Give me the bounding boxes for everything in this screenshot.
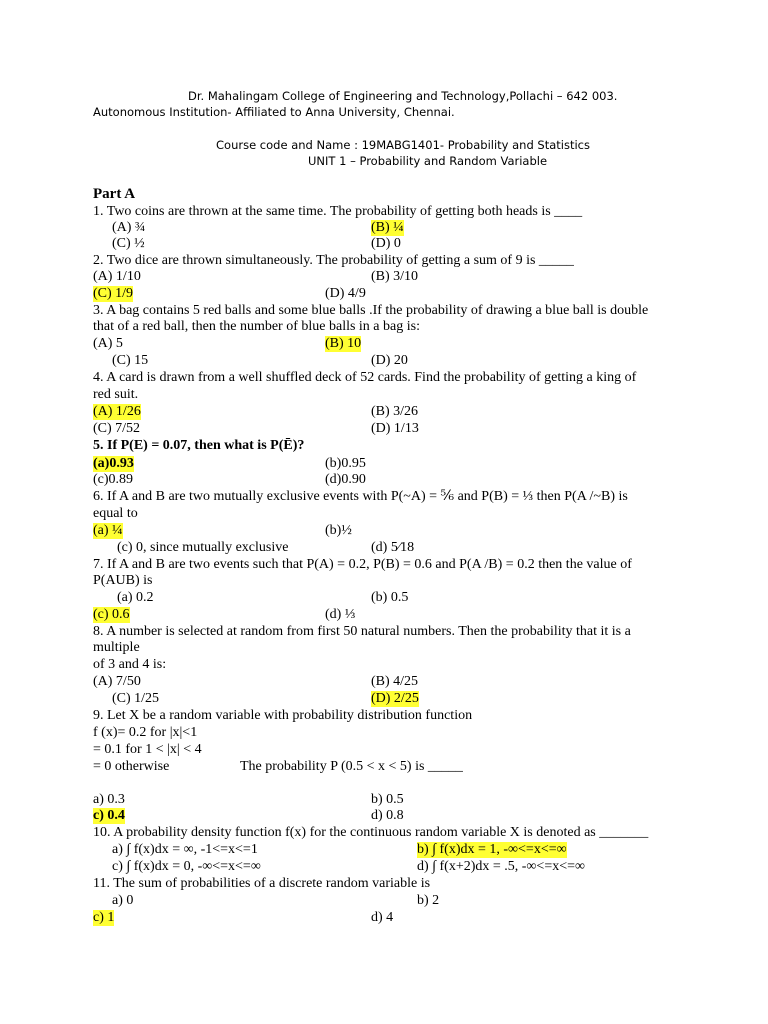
question-9-line2: f (x)= 0.2 for |x|<1 (93, 725, 198, 740)
q7-option-a: (a) 0.2 (117, 590, 154, 605)
q7-option-c-answer: (c) 0.6 (93, 607, 130, 622)
q2-option-d: (D) 4/9 (325, 286, 366, 301)
q1-option-c: (C) ½ (112, 236, 145, 251)
q10-option-a: a) ∫ f(x)dx = ∞, -1<=x<=1 (112, 842, 258, 857)
question-9-prompt: The probability P (0.5 < x < 5) is _____ (240, 759, 463, 774)
q9-option-d: d) 0.8 (371, 808, 404, 823)
q11-option-b: b) 2 (417, 893, 440, 908)
q5-option-c: (c)0.89 (93, 472, 134, 487)
question-8-text-cont2: of 3 and 4 is: (93, 657, 167, 672)
college-name: Dr. Mahalingam College of Engineering and Technology,Pollachi – 642 003. (188, 89, 618, 103)
q11-option-d: d) 4 (371, 910, 394, 925)
question-5-text: 5. If P(E) = 0.07, then what is P(Ē)? (93, 438, 305, 453)
affiliation-line: Autonomous Institution- Affiliated to Anna University, Chennai. (93, 105, 455, 119)
q2-option-a: (A) 1/10 (93, 269, 141, 284)
question-8-text: 8. A number is selected at random from first 50 natural numbers. Then the probability that it is a (93, 624, 631, 639)
q8-option-a: (A) 7/50 (93, 674, 141, 689)
question-9-text: 9. Let X be a random variable with probability distribution function (93, 708, 473, 723)
q8-option-d-answer: (D) 2/25 (371, 691, 419, 706)
question-10-text: 10. A probability density function f(x) for the continuous random variable X is denoted as _______ (93, 825, 649, 840)
question-6-text-cont: equal to (93, 506, 138, 521)
q7-option-d: (d) ⅓ (325, 607, 356, 622)
q1-option-b-answer: (B) ¼ (371, 220, 404, 235)
q8-option-b: (B) 4/25 (371, 674, 419, 689)
q6-option-d: (d) 5⁄18 (371, 540, 415, 555)
question-11-text: 11. The sum of probabilities of a discrete random variable is (93, 876, 431, 891)
question-7-text-cont: P(AUB) is (93, 573, 153, 588)
q1-option-d: (D) 0 (371, 236, 401, 251)
q9-option-c-answer: c) 0.4 (93, 808, 125, 823)
q5-option-d: (d)0.90 (325, 472, 366, 487)
q4-option-a-answer: (A) 1/26 (93, 404, 141, 419)
q9-option-b: b) 0.5 (371, 792, 404, 807)
q7-option-b: (b) 0.5 (371, 590, 409, 605)
q2-option-c-answer: (C) 1/9 (93, 286, 134, 301)
q5-option-b: (b)0.95 (325, 456, 366, 471)
question-3-text: 3. A bag contains 5 red balls and some blue balls .If the probability of drawing a blue ball is double (93, 303, 649, 318)
question-2-text: 2. Two dice are thrown simultaneously. The probability of getting a sum of 9 is _____ (93, 253, 574, 268)
course-line: Course code and Name : 19MABG1401- Probability and Statistics (216, 138, 590, 152)
q11-option-c-answer: c) 1 (93, 910, 115, 925)
q9-option-a: a) 0.3 (93, 792, 125, 807)
q6-option-a-answer: (a) ¼ (93, 523, 123, 538)
question-4-text-cont: red suit. (93, 387, 139, 402)
q10-option-d: d) ∫ f(x+2)dx = .5, -∞<=x<=∞ (417, 859, 585, 874)
question-4-text: 4. A card is drawn from a well shuffled deck of 52 cards. Find the probability of getting a king of (93, 370, 637, 385)
question-6-text: 6. If A and B are two mutually exclusive events with P(~A) = ⅚ and P(B) = ⅓ then P(A /~B) is (93, 489, 628, 504)
q10-option-c: c) ∫ f(x)dx = 0, -∞<=x<=∞ (112, 859, 261, 874)
q8-option-c: (C) 1/25 (112, 691, 160, 706)
q3-option-c: (C) 15 (112, 353, 149, 368)
question-9-line3: = 0.1 for 1 < |x| < 4 (93, 742, 202, 757)
q5-option-a-answer: (a)0.93 (93, 456, 134, 471)
part-title: Part A (93, 186, 136, 202)
q4-option-b: (B) 3/26 (371, 404, 419, 419)
question-1-text: 1. Two coins are thrown at the same time. The probability of getting both heads is ____ (93, 204, 583, 219)
question-7-text: 7. If A and B are two events such that P(A) = 0.2, P(B) = 0.6 and P(A /B) = 0.2 then the value of (93, 557, 632, 572)
question-8-text-cont: multiple (93, 640, 140, 655)
q4-option-d: (D) 1/13 (371, 421, 419, 436)
q3-option-a: (A) 5 (93, 336, 123, 351)
q10-option-b-answer: b) ∫ f(x)dx = 1, -∞<=x<=∞ (417, 842, 567, 857)
q1-option-a: (A) ¾ (112, 220, 146, 235)
q2-option-b: (B) 3/10 (371, 269, 419, 284)
unit-line: UNIT 1 – Probability and Random Variable (308, 154, 548, 168)
q3-option-b-answer: (B) 10 (325, 336, 362, 351)
q11-option-a: a) 0 (112, 893, 134, 908)
q6-option-b: (b)½ (325, 523, 352, 538)
q4-option-c: (C) 7/52 (93, 421, 141, 436)
question-9-line4: = 0 otherwise (93, 759, 170, 774)
q3-option-d: (D) 20 (371, 353, 408, 368)
q6-option-c: (c) 0, since mutually exclusive (117, 540, 289, 555)
question-3-text-cont: that of a red ball, then the number of blue balls in a bag is: (93, 319, 420, 334)
